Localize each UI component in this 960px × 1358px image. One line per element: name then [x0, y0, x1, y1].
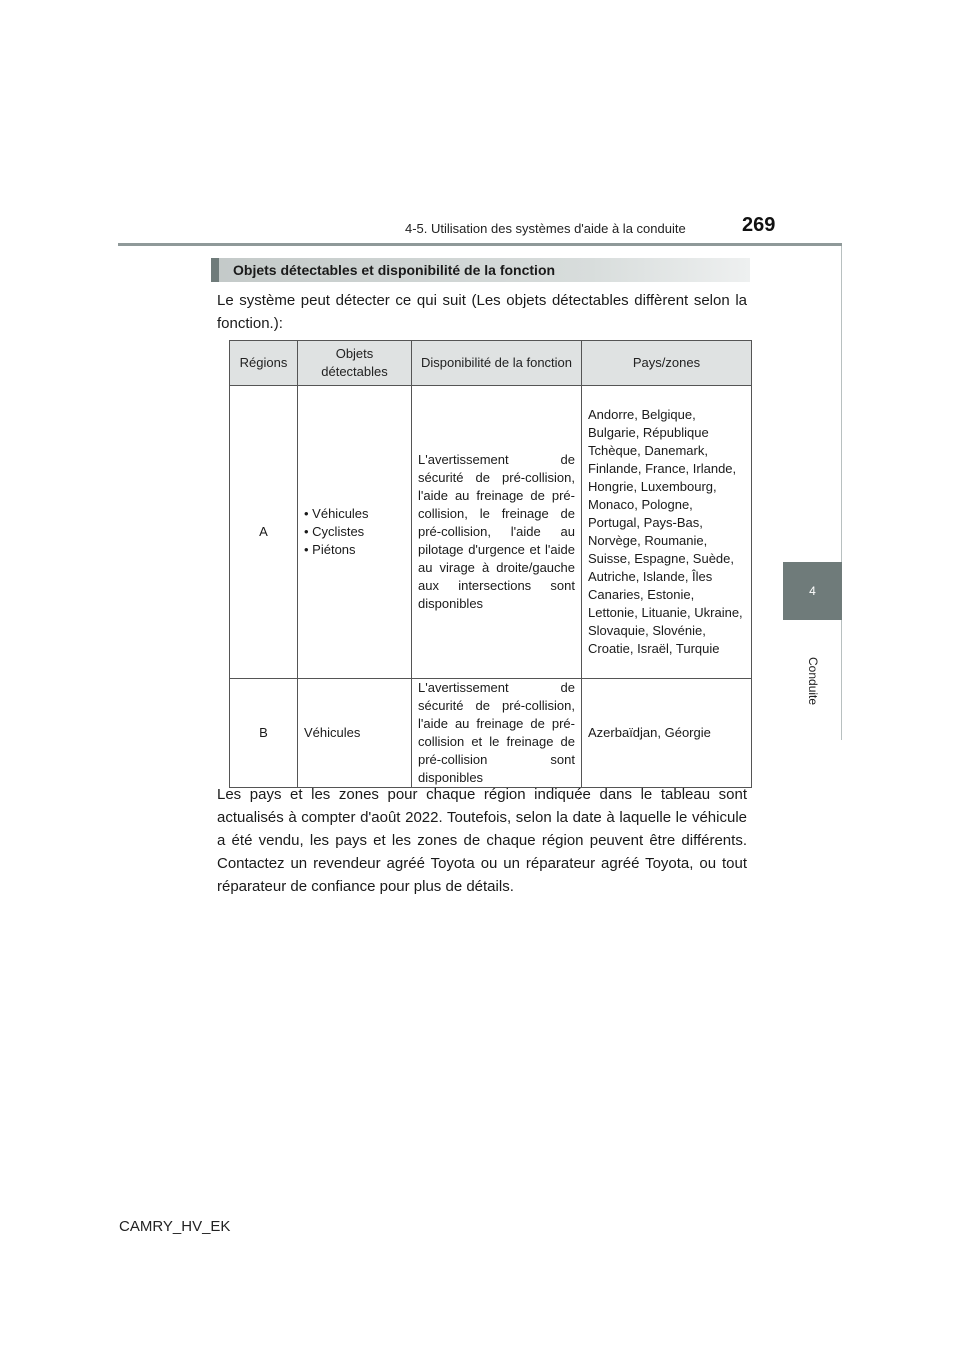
section-title: Objets détectables et disponibilité de la fonction	[233, 262, 556, 278]
table-header-row	[230, 341, 752, 386]
list-item: • Cyclistes	[304, 523, 405, 541]
header-countries: Pays/zones	[582, 341, 752, 386]
intro-paragraph: Le système peut détecter ce qui suit (Les objets détectables diffèrent selon la fonction.):	[217, 292, 747, 332]
objects-list	[304, 505, 405, 559]
chapter-tab	[783, 562, 842, 620]
objects-cell	[298, 386, 412, 679]
availability-cell: L'avertissement de sécurité de pré-collision, l'aide au freinage de pré-collision et le freinage de pré-collision sont disponibles	[412, 679, 582, 788]
countries-cell: Azerbaïdjan, Géorgie	[582, 679, 752, 788]
header-availability: Disponibilité de la fonction	[412, 341, 582, 386]
note-paragraph: Les pays et les zones pour chaque région indiquée dans le tableau sont actualisés à compter d'août 2022. Toutefois, selon la date à laquelle le véhicule a été vendu, les pays et les zones de chaque région peuvent être différents. Contactez un revendeur agréé Toyota ou un réparateur agréé Toyota, ou tout réparateur de confiance pour plus de détails.	[217, 786, 747, 895]
header-objects: Objets détectables	[298, 341, 412, 386]
list-item: • Véhicules	[304, 505, 405, 523]
side-divider	[841, 246, 842, 740]
section-heading-bar	[211, 258, 750, 282]
objects-cell: Véhicules	[298, 679, 412, 788]
table-row	[230, 386, 752, 679]
header-divider	[118, 243, 842, 246]
availability-cell: L'avertissement de sécurité de pré-collision, l'aide au freinage de pré-collision, le freinage de pré-collision, l'aide au pilotage d'urgence et l'aide au virage à droite/gauche aux intersections sont disponibles	[412, 386, 582, 679]
region-cell: B	[230, 679, 298, 788]
page-number: 269	[742, 214, 776, 236]
header-section-title: 4-5. Utilisation des systèmes d'aide à la conduite	[405, 221, 686, 236]
table-row	[230, 679, 752, 788]
chapter-number: 4	[809, 584, 816, 598]
list-item: • Piétons	[304, 541, 405, 559]
chapter-label: Conduite	[806, 657, 820, 706]
countries-cell: Andorre, Belgique, Bulgarie, République Tchèque, Danemark, Finlande, France, Irlande, Hongrie, Luxembourg, Monaco, Pologne, Portugal, Pays-Bas, Norvège, Roumanie, Suisse, Espagne, Suède, Autriche, Islande, Îles Canaries, Estonie, Lettonie, Lituanie, Ukraine, Slovaquie, Slovénie, Croatie, Israël, Turquie	[582, 386, 752, 679]
region-cell: A	[230, 386, 298, 679]
regions-table	[229, 340, 752, 788]
header-regions: Régions	[230, 341, 298, 386]
model-code: CAMRY_HV_EK	[119, 1218, 231, 1235]
